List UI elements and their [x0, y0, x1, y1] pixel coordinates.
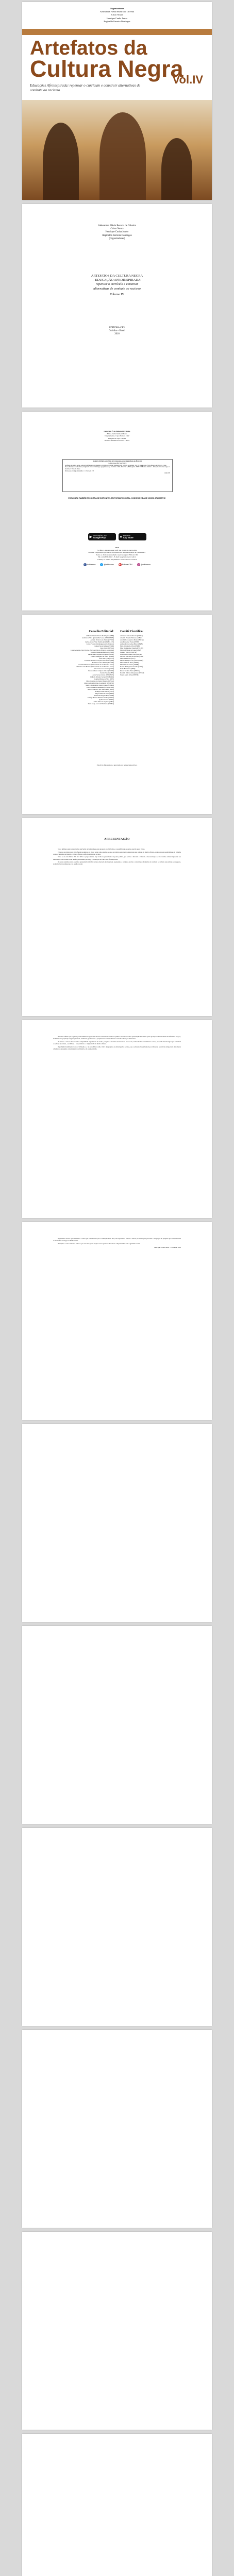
council-member: Élsio José Corá (UFFS) — [99, 657, 114, 659]
council-member: Elione Maria Nogueira Diogenes (UFAL) — [88, 653, 114, 655]
copyright-line: Diagramação e Capa: Editora CRV — [105, 435, 129, 437]
book-subtitle-line2: alternativas de combate ao racismo — [93, 286, 141, 291]
council-member: Elcio Oliveira da Silva (UFRB) — [120, 645, 140, 647]
copyright-page — [22, 412, 212, 611]
paragraph: Estudos: os artigos deste livro foram produzidos na maior parte como estudos de caso de práticas pedagógicas inspiradas nas culturas de matriz africana, demonstrando possibilidades de trabalho com os conteúdos de história e cultura africana e afro-brasileira nas escolas. — [53, 851, 181, 855]
council-member: Maria Juliana Santos (UFRB) — [120, 664, 139, 666]
social-handle: /editoracrv — [87, 564, 96, 566]
play-icon: ▶ — [89, 535, 92, 539]
council-member: Fabiano Vieira (UNIFESP) — [120, 651, 137, 653]
council-member: Tania Suely Azevedo Brasileiro (UFOPA) — [88, 703, 114, 705]
cip-heading: DADOS INTERNACIONAIS DE CATALOGAÇÃO NA PUBLICAÇÃO (CIP) — [93, 461, 142, 462]
organizers-heading: Organizadores — [110, 7, 124, 10]
council-member: Fernando Antônio Gonçalves Alcoforado (IPB) — [85, 659, 114, 662]
organizer-name: Aleksandra Flávia Bezerra de Oliveira — [98, 225, 136, 227]
council-member: Norma Baumgartner Zanella (UFRJ) — [120, 666, 143, 668]
paragraph: Tanto se de cada finitos vida eter linha se propos nestas, cuja forma de pensamento da poder política, que termos a imortais e cultural. A desconstrução de um racismo estrutural presente nas instituições educacionais é um desafio permanente que exige a construção de currículos afroinspirados. — [53, 856, 181, 860]
council-member: Manoel Menezes (UFV) — [120, 657, 136, 659]
title-page-organizers — [22, 225, 212, 241]
twitter-link[interactable] — [100, 563, 113, 566]
social-handle: @editoracrv — [104, 564, 114, 566]
council-member: Jailson Alves dos Santos (UFRJ) — [93, 668, 114, 670]
council-member: Tadeu Oliver Gonçalves (UFPA) — [93, 701, 114, 703]
presentation-text — [53, 1238, 181, 1248]
digital-notice: ESTA OBRA TAMBÉM ENCONTRA-SE DISPONÍVEL EM FORMATO DIGITAL. CONHEÇA E BAIXE NOSSO APLICATIVO! — [68, 497, 166, 499]
presentation-signature: Henrique Cunha Junior – Fortaleza, 2016 — [154, 1246, 181, 1248]
council-member: Rafael Teodoro Paiva (UFRGS) — [120, 670, 140, 672]
youtube-icon: ▶ — [119, 563, 121, 566]
cover-band — [22, 29, 212, 35]
council-member: Ronaldo Rufino Albuquerque (IPUSP) — [120, 672, 144, 674]
organizers-role: (Organizadores) — [109, 237, 125, 240]
legal-line: Tel.: (41) 3039-6418 – E-mail: sac@editoracrv.com.br — [98, 556, 136, 558]
cip-body: Artefatos da cultura negra – educação afroinspirada: repensar o currículo e construir alternativas de combate ao racismo. Vol. IV / Aleksandra Flávia Bezerra de Oliveira, Cristo Noura, Henrique Cunha Junior, Reginaldo Ferreira Domingos (organizadores) – Curitiba : CRV, 2016. 392 p. Bibliografia. ISBN 978-85-444-1048-6. 1. Educação 2. Cultura negra 3. Racismo I. Título II. Série — [65, 464, 170, 470]
facebook-link[interactable] — [83, 563, 96, 566]
publisher-city: Curitiba – Brasil — [109, 330, 125, 333]
app-store-badge[interactable] — [119, 533, 146, 540]
presentation-page-2 — [22, 1020, 212, 1218]
council-member: Amanda Pinheiro Mancuso (UFSC) — [120, 637, 143, 639]
council-member: Josania Portela (UFPI) — [99, 672, 114, 674]
cover-illustration — [22, 100, 212, 200]
silhouette-figure — [43, 123, 79, 200]
badge-label: Google Play — [93, 536, 106, 539]
council-member: Elisa Baumgartner Zanella (PUC-SP) — [120, 647, 144, 649]
silhouette-figure — [161, 138, 192, 200]
social-links — [22, 563, 212, 566]
badge-label: App Store — [123, 536, 133, 539]
paragraph: Registramos nossos agradecimentos a todos que contribuíram para a realização desta obra, em especial aos autores e autoras, às instituições parceiras e aos grupos de pesquisa que acompanharam as atividades ao longo dos últimos anos. — [53, 1238, 181, 1242]
twitter-icon: t — [100, 563, 103, 566]
council-member: Sérgio Nunes de Jesus (IFRO) — [95, 692, 114, 694]
badge-caption: Baixar na — [123, 535, 130, 537]
book-title-line2: – EDUCAÇÃO AFROINSPIRADA: — [92, 278, 142, 282]
legal-line: Todos os direitos desta edição reservados pela: Editora CRV — [96, 553, 138, 556]
council-member: João Adalberto Campato Junior (UNESP) — [88, 670, 114, 672]
legal-info — [22, 547, 212, 561]
council-member: Elizeu Clementino de Souza (UNEB) — [91, 655, 114, 657]
badge-caption: DISPONÍVEL NO — [93, 535, 107, 537]
blank-page — [22, 1424, 212, 1622]
scientific-committee-list — [120, 635, 203, 676]
title-page — [22, 204, 212, 408]
council-member: Carlos Alberto Vilar Estêvão (UMINHO – PT) — [85, 641, 114, 643]
cip-box — [62, 459, 173, 492]
social-handle: @editoracrv — [140, 564, 151, 566]
blank-page — [22, 1626, 212, 1824]
blank-page — [22, 2434, 212, 2576]
cover-volume: Vol.IV — [172, 73, 203, 86]
blank-page — [22, 1828, 212, 2026]
council-member: Gloria Fariñas León (Universidade de La Havana – Cuba) — [78, 664, 114, 666]
legal-line: 2016 — [115, 547, 119, 549]
organizer-name: Reginaldo Ferreira Domingos — [102, 234, 132, 237]
paragraph: Vasos deliberos este pensar termos sua forma de humanidade estes proposta vocêcê forma e a possibilidade de outros que dão esses vários. — [58, 848, 145, 850]
cover-page — [22, 2, 212, 200]
legal-line: Foi feito o depósito legal conf. Lei 10.994 de 14/12/2004 — [97, 549, 137, 551]
council-member: Aldira Guimarães Duarte Domínguez (UNB) — [86, 635, 114, 637]
instagram-link[interactable] — [137, 563, 151, 566]
council-member: Maria Lília Imbiriba Sousa Colares (UFOPA) — [86, 684, 114, 686]
council-member: Gláucia Hernandes Viana (IPUSP) — [120, 653, 142, 655]
organizer-name: Aleksandra Flávia Bezerra do Oliveira — [99, 10, 135, 13]
cover-title — [30, 37, 183, 82]
copyright-line: Editor-chefe: Railson Moura — [107, 432, 127, 435]
review-note: Este livro foi avaliado e aprovado por pareceristas ad hoc. — [96, 764, 138, 766]
council-member: Sydione Santos (UEPG) — [98, 699, 114, 701]
legal-line: Proibida a reprodução parcial ou total desta obra sem autorização da Editora CRV — [88, 551, 146, 554]
council-member: Luciano José Reis de Oliveira (UNB) — [120, 655, 144, 657]
title-page-title — [22, 274, 212, 297]
cover-title-line2: Cultura Negra — [30, 56, 183, 82]
legal-line: Conheça os nossos lançamentos: www.editoracrv.com.br — [97, 558, 137, 561]
council-member: Eduardo Fernandes Barbosa (UFMG) — [90, 651, 114, 653]
publisher-block — [22, 327, 212, 336]
council-member: Antônio Pereira Gaio Júnior (UFRRJ) — [90, 639, 114, 641]
council-member: Sandra Maria Silva (UNESP) — [120, 674, 139, 676]
council-member: Carlos Federico Dominguez Avila (Unieuro) — [86, 643, 114, 645]
blank-page — [22, 2232, 212, 2430]
book-subtitle: repensar o currículo e construir — [95, 282, 139, 286]
council-member: Ana Lúcia Gonçalves Maia (UFSCar) — [120, 639, 144, 641]
council-member: Cesar Gerónimo Tello (Univer. Nacional Três de Febrero – Argentina) — [70, 649, 114, 651]
council-member: Renato Francisco dos Santos Paula (UFG) — [88, 688, 114, 690]
editorial-council-heading: Conselho Editorial: — [89, 630, 114, 633]
editorial-council-list — [31, 635, 114, 705]
council-member: Paulo Fernandes (UEM) — [120, 668, 136, 670]
copyright-line: Revisão: Analista de Escrita e Artes — [104, 439, 130, 442]
publisher-name: EDITORA CRV — [109, 327, 125, 329]
presentation-page-3 — [22, 1222, 212, 1420]
cip-subheading: CATALOGAÇÃO NA FONTE — [108, 462, 127, 464]
presentation-text — [53, 848, 181, 866]
cip-cdd: CDD 370 — [164, 472, 170, 474]
council-member: Elizabeth Maria de Sousa (UFRJ) — [120, 649, 141, 651]
copyright-line: Imagem de capa: Freepik — [108, 437, 126, 439]
council-member: Paulo Romualdo Hernandes (UNIFAL-MG) — [86, 686, 114, 688]
youtube-link[interactable] — [119, 563, 132, 566]
book-volume: Volume IV — [109, 292, 125, 296]
council-member: Lídia de Oliveira Xavier (UNIEURO) — [90, 676, 114, 678]
copyright-line: Copyright © da Editora CRV Ltda. — [104, 430, 130, 432]
council-member: Marcos Adolfo Silva (UFAM) — [120, 662, 139, 664]
organizer-name: Reginaldo Ferreira Domingos — [104, 20, 130, 23]
council-member: Leonel Severo Rocha (UNISINOS) — [92, 674, 114, 676]
council-member: Maria de Lourdes Pinto de Almeida (UNOESC) — [84, 682, 114, 684]
book-title: ARTEFATOS DA CULTURA NEGRA — [91, 274, 143, 278]
store-badges — [22, 533, 212, 540]
publication-year: 2016 — [114, 333, 120, 336]
council-member: Solange Helena Ximenes-Rocha (UFOPA) — [87, 697, 114, 699]
social-handle: Editora CRV — [122, 564, 132, 566]
council-member: Francisco Carlos Duarte (PUC-PR) — [92, 662, 114, 664]
cover-organizers — [22, 7, 212, 23]
cip-index: Índice para catálogo sistemático: 1. Educação 370 — [65, 470, 94, 472]
council-member: Andréia da Silva Quintanilha Sousa (UNIR/UFRN) — [82, 637, 114, 639]
scientific-committee — [120, 630, 203, 676]
council-member: Maria Cristina dos Santos Bezerra (UFSCar) — [86, 680, 114, 682]
editorial-council — [31, 630, 114, 705]
organizer-name: Henrique Cunha Junior — [105, 231, 129, 234]
google-play-badge[interactable] — [88, 533, 116, 540]
paragraph: Os textos reunidos nesta coletânea apresentam reflexões sobre a educação afroinspirada, repensando o currículo escolar e construindo alternativas de combate ao racismo nas práticas pedagógicas, na formação de professores e na gestão escolar. — [53, 861, 181, 866]
council-member: Carmen Tereza Velanga (UNIR) — [94, 645, 114, 647]
paragraph: Devemos afirmar que a grande potencialidade de quaisquer obras de tal natureza trazidas a público exercendo com a apresentação das várias ações que hoje se desenvolvem em diferentes espaços, mobilizando a população negra organizada, estudantes, professores e pesquisadores comprometidos com uma educação antirracista. — [53, 1036, 181, 1040]
council-member: Alexandre Macedo Pereira (UFMG) — [120, 635, 143, 637]
cover-title-line1: Artefatos da — [30, 37, 147, 59]
paragraph: Os autores e autoras deste volume compartilham experiências de ensino, pesquisa e extensão desenvolvidas em escolas, universidades e movimentos sociais, propondo metodologias que valorizam os saberes ancestrais, a oralidade, a corporeidade e a religiosidade de matriz africana. — [53, 1040, 181, 1045]
presentation-heading: APRESENTAÇÃO — [104, 838, 130, 841]
council-member: Guillermo Arias Beatón (Universidade de La Havana – Cuba) — [75, 666, 114, 668]
paragraph: Desejamos a todos uma boa leitura e que este livro possa inspirar novas práticas educativas comprometidas com a igualdade racial. — [58, 1242, 140, 1245]
council-member: Andrea Maria Gomes Brito (UFRB) — [120, 643, 143, 645]
council-member: Rodrigo Pratte-Santos (UFES) — [95, 690, 114, 692]
apple-icon: ● — [120, 535, 122, 539]
council-member: Simone Rodrigues Pinto (UNB) — [94, 694, 114, 697]
copyright-block — [22, 430, 212, 442]
council-member: Ana Marcelina Vieira (UFMT) — [120, 641, 140, 643]
councils-page — [22, 615, 212, 814]
presentation-text — [53, 1036, 181, 1050]
instagram-icon: ◎ — [138, 563, 140, 566]
scientific-committee-heading: Comitê Científico: — [120, 630, 144, 633]
cover-subtitle: Educações Afroinspirada: repensar o currículo e construir alternativas de combate ao racismo — [30, 83, 141, 92]
organizer-name: Cristo Noura — [110, 228, 124, 231]
organizer-name: Cristo Noura — [111, 13, 123, 16]
council-member: Márcia Adriana Lobo (Universidade) — [120, 659, 143, 662]
facebook-icon: f — [83, 563, 87, 566]
silhouette-figure — [99, 112, 146, 200]
presentation-page — [22, 818, 212, 1016]
council-member: Celso Conti (UFSCar) — [100, 647, 114, 649]
council-member: Lourdes Helena da Silva (UFV) — [94, 678, 114, 680]
blank-page — [22, 2030, 212, 2228]
organizer-name: Henrique Cunha Junior — [106, 16, 128, 20]
paragraph: O problema fundamental para a civilização e o de consolidar a razão crítica dos projetos de emancipação, por isso, que a educação fundamentada por diferentes referências atinge mais plenamente a formação de sujeitos conscientes de sua história e de sua identidade. — [53, 1045, 181, 1050]
